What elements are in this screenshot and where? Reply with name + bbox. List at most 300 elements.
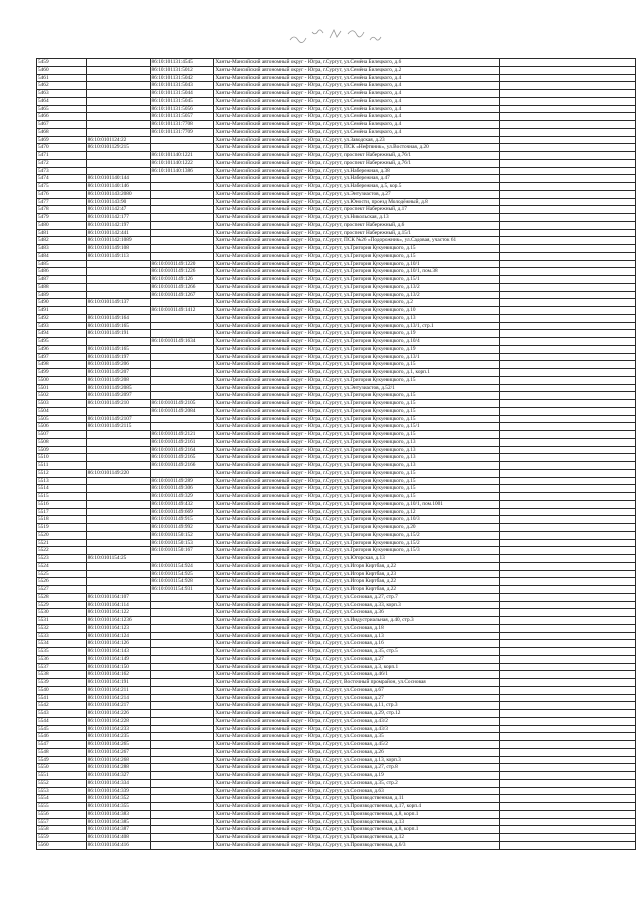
- row-number-cell: 5501: [37, 384, 87, 392]
- table-row: [37, 834, 636, 842]
- row-number-cell: 5491: [37, 307, 87, 315]
- blank-cell: [500, 524, 636, 532]
- cadastral-land-number-cell: 86:10:0101149:191: [86, 330, 150, 338]
- cadastral-land-number-cell: [86, 167, 150, 175]
- address-cell: Ханты-Мансийский автономный округ - Югра, г.Сургут, ул.Григория Кукуевицкого, д.1, корп.1: [214, 369, 500, 377]
- blank-cell: [500, 578, 636, 586]
- cadastral-building-number-cell: [150, 252, 214, 260]
- address-cell: Ханты-Мансийский автономный округ - Югра, г.Сургут, ул.Юности, проезд Молодёжный, д.8: [214, 198, 500, 206]
- row-number-cell: 5470: [37, 144, 87, 152]
- blank-cell: [500, 400, 636, 408]
- faint-stamp-mark: [286, 22, 386, 46]
- cadastral-land-number-cell: 86:10:0101143:90: [86, 198, 150, 206]
- row-number-cell: 5480: [37, 221, 87, 229]
- row-number-cell: 5548: [37, 748, 87, 756]
- blank-cell: [500, 710, 636, 718]
- row-number-cell: 5539: [37, 679, 87, 687]
- table-row: [37, 415, 636, 423]
- cadastral-building-number-cell: 86:10:101131:4545: [150, 59, 214, 67]
- row-number-cell: 5495: [37, 338, 87, 346]
- address-cell: Ханты-Мансийский автономный округ - Югра, г.Сургут, ул.Григория Кукуевицкого, д.13: [214, 462, 500, 470]
- table-row: [37, 407, 636, 415]
- blank-cell: [500, 493, 636, 501]
- address-cell: Ханты-Мансийский автономный округ - Югра, г.Сургут, ул.Григория Кукуевицкого, д.13: [214, 438, 500, 446]
- blank-cell: [500, 376, 636, 384]
- address-cell: Ханты-Мансийский автономный округ - Югра, г.Сургут, ул.Семёна Билецкого, д.4: [214, 82, 500, 90]
- blank-cell: [500, 640, 636, 648]
- cadastral-land-number-cell: 86:10:0101164:124: [86, 632, 150, 640]
- cadastral-land-number-cell: [86, 66, 150, 74]
- table-row: [37, 369, 636, 377]
- table-row: [37, 59, 636, 67]
- cadastral-land-number-cell: 86:10:0101149:206: [86, 361, 150, 369]
- address-cell: Ханты-Мансийский автономный округ - Югра, г.Сургут, ул.Сосновая, д.18: [214, 624, 500, 632]
- blank-cell: [500, 128, 636, 136]
- cadastral-land-number-cell: 86:10:0101142:441: [86, 229, 150, 237]
- blank-cell: [500, 500, 636, 508]
- row-number-cell: 5497: [37, 353, 87, 361]
- address-cell: Ханты-Мансийский автономный округ - Югра, г.Сургут, ул.Семёна Билецкого, д.4: [214, 74, 500, 82]
- row-number-cell: 5522: [37, 547, 87, 555]
- table-row: [37, 547, 636, 555]
- cadastral-land-number-cell: [86, 547, 150, 555]
- cadastral-land-number-cell: [86, 291, 150, 299]
- row-number-cell: 5494: [37, 330, 87, 338]
- address-cell: Ханты-Мансийский автономный округ - Югра, г.Сургут, ул.Семёна Билецкого, д.4: [214, 121, 500, 129]
- table-row: [37, 524, 636, 532]
- row-number-cell: 5524: [37, 562, 87, 570]
- table-row: [37, 237, 636, 245]
- cadastral-land-number-cell: 86:10:0101149:165: [86, 322, 150, 330]
- address-cell: Ханты-Мансийский автономный округ - Югра, г.Сургут, ул.Григория Кукуевицкого, д.15: [214, 485, 500, 493]
- row-number-cell: 5481: [37, 229, 87, 237]
- row-number-cell: 5508: [37, 438, 87, 446]
- cadastral-building-number-cell: 86:10:0101149:329: [150, 493, 214, 501]
- row-number-cell: 5542: [37, 702, 87, 710]
- table-row: [37, 570, 636, 578]
- address-cell: Ханты-Мансийский автономный округ - Югра, г.Сургут, ул.Григория Кукуевицкого, д.15: [214, 361, 500, 369]
- row-number-cell: 5499: [37, 369, 87, 377]
- row-number-cell: 5496: [37, 345, 87, 353]
- address-cell: Ханты-Мансийский автономный округ - Югра, г.Сургут, ул.Григория Кукуевицкого, д.15: [214, 245, 500, 253]
- table-row: [37, 663, 636, 671]
- row-number-cell: 5484: [37, 252, 87, 260]
- cadastral-building-number-cell: [150, 803, 214, 811]
- cadastral-building-number-cell: [150, 818, 214, 826]
- cadastral-land-number-cell: [86, 431, 150, 439]
- table-row: [37, 469, 636, 477]
- cadastral-land-number-cell: 86:10:0101149:207: [86, 369, 150, 377]
- row-number-cell: 5537: [37, 663, 87, 671]
- cadastral-land-number-cell: [86, 407, 150, 415]
- blank-cell: [500, 609, 636, 617]
- cadastral-land-number-cell: 86:10:0101164:265: [86, 741, 150, 749]
- cadastral-building-number-cell: 86:10:101131:5043: [150, 82, 214, 90]
- blank-cell: [500, 841, 636, 849]
- table-row: [37, 128, 636, 136]
- table-row: [37, 702, 636, 710]
- blank-cell: [500, 283, 636, 291]
- cadastral-land-number-cell: 86:10:0101129:215: [86, 144, 150, 152]
- blank-cell: [500, 795, 636, 803]
- address-cell: Ханты-Мансийский автономный округ - Югра, г.Сургут, ул.Производственная, д.13: [214, 818, 500, 826]
- blank-cell: [500, 531, 636, 539]
- table-row: [37, 175, 636, 183]
- cadastral-building-number-cell: 86:10:101140:1386: [150, 167, 214, 175]
- cadastral-land-number-cell: 86:10:0101164:228: [86, 717, 150, 725]
- cadastral-land-number-cell: [86, 82, 150, 90]
- cadastral-building-number-cell: [150, 741, 214, 749]
- cadastral-building-number-cell: [150, 834, 214, 842]
- blank-cell: [500, 632, 636, 640]
- cadastral-building-number-cell: [150, 198, 214, 206]
- table-row: [37, 245, 636, 253]
- blank-cell: [500, 144, 636, 152]
- address-cell: Ханты-Мансийский автономный округ - Югра, г.Сургут, ул.Григория Кукуевицкого, д.13/2: [214, 291, 500, 299]
- cadastral-building-number-cell: [150, 214, 214, 222]
- row-number-cell: 5538: [37, 671, 87, 679]
- blank-cell: [500, 361, 636, 369]
- table-row: [37, 144, 636, 152]
- blank-cell: [500, 547, 636, 555]
- address-cell: Ханты-Мансийский автономный округ - Югра, г.Сургут, ул.Григория Кукуевицкого, д.10/4: [214, 338, 500, 346]
- row-number-cell: 5487: [37, 276, 87, 284]
- blank-cell: [500, 834, 636, 842]
- table-row: [37, 748, 636, 756]
- row-number-cell: 5498: [37, 361, 87, 369]
- address-cell: Ханты-Мансийский автономный округ - Югра, г.Сургут, ул.Семёна Билецкого, д.6: [214, 59, 500, 67]
- row-number-cell: 5526: [37, 578, 87, 586]
- address-cell: Ханты-Мансийский автономный округ - Югра, г.Сургут, проспект Набережный, д.15/1: [214, 229, 500, 237]
- table-row: [37, 136, 636, 144]
- cadastral-building-number-cell: [150, 183, 214, 191]
- cadastral-building-number-cell: [150, 640, 214, 648]
- cadastral-land-number-cell: 86:10:0101149:164: [86, 314, 150, 322]
- blank-cell: [500, 214, 636, 222]
- cadastral-building-number-cell: 86:10:0101149:2165: [150, 454, 214, 462]
- cadastral-building-number-cell: [150, 617, 214, 625]
- table-row: [37, 121, 636, 129]
- address-cell: Ханты-Мансийский автономный округ - Югра, г.Сургут, ул.Сосновая, д.19: [214, 772, 500, 780]
- blank-cell: [500, 407, 636, 415]
- address-cell: Ханты-Мансийский автономный округ - Югра, г.Сургут, ул.Григория Кукуевицкого, д.15: [214, 493, 500, 501]
- row-number-cell: 5509: [37, 446, 87, 454]
- blank-cell: [500, 74, 636, 82]
- cadastral-building-number-cell: [150, 779, 214, 787]
- cadastral-land-number-cell: [86, 90, 150, 98]
- address-cell: Ханты-Мансийский автономный округ - Югра, г.Сургут, ул.Игоря Киртбая, д.22: [214, 586, 500, 594]
- address-cell: Ханты-Мансийский автономный округ - Югра, г.Сургут, ул.Григория Кукуевицкого, д.19: [214, 330, 500, 338]
- table-row: [37, 787, 636, 795]
- blank-cell: [500, 82, 636, 90]
- cadastral-building-number-cell: 86:10:101131:7709: [150, 128, 214, 136]
- cadastral-land-number-cell: 86:10:0101164:355: [86, 803, 150, 811]
- table-row: [37, 392, 636, 400]
- cadastral-building-number-cell: [150, 330, 214, 338]
- cadastral-building-number-cell: [150, 841, 214, 849]
- blank-cell: [500, 113, 636, 121]
- row-number-cell: 5545: [37, 725, 87, 733]
- blank-cell: [500, 90, 636, 98]
- cadastral-building-number-cell: 86:10:0101154:928: [150, 578, 214, 586]
- blank-cell: [500, 756, 636, 764]
- row-number-cell: 5469: [37, 136, 87, 144]
- cadastral-building-number-cell: [150, 376, 214, 384]
- cadastral-land-number-cell: 86:10:0101149:220: [86, 469, 150, 477]
- address-cell: Ханты-Мансийский автономный округ - Югра, г.Сургут, ул.Григория Кукуевицкого, д.15: [214, 407, 500, 415]
- cadastral-building-number-cell: [150, 322, 214, 330]
- blank-cell: [500, 136, 636, 144]
- row-number-cell: 5553: [37, 787, 87, 795]
- cadastral-land-number-cell: [86, 59, 150, 67]
- address-cell: Ханты-Мансийский автономный округ - Югра, г.Сургут, проспект Набережный, д.76/1: [214, 159, 500, 167]
- table-row: [37, 710, 636, 718]
- address-cell: Ханты-Мансийский автономный округ - Югра, г.Сургут, ул.Григория Кукуевицкого, д.12: [214, 508, 500, 516]
- row-number-cell: 5525: [37, 570, 87, 578]
- blank-cell: [500, 601, 636, 609]
- address-cell: Ханты-Мансийский автономный округ - Югра, г.Сургут, ул.Сосновая, д.27: [214, 694, 500, 702]
- table-row: [37, 531, 636, 539]
- table-row: [37, 493, 636, 501]
- row-number-cell: 5558: [37, 826, 87, 834]
- address-cell: Ханты-Мансийский автономный округ - Югра, г.Сургут, ул.Григория Кукуевицкого, д.20: [214, 524, 500, 532]
- cadastral-land-number-cell: [86, 578, 150, 586]
- table-row: [37, 190, 636, 198]
- cadastral-land-number-cell: 86:10:0101142:177: [86, 214, 150, 222]
- address-cell: Ханты-Мансийский автономный округ - Югра, г.Сургут, ул.Григория Кукуевицкого, д.13: [214, 454, 500, 462]
- address-cell: Ханты-Мансийский автономный округ - Югра, г.Сургут, ул.Сосновая, д.35, стр.5: [214, 648, 500, 656]
- table-row: [37, 462, 636, 470]
- table-row: [37, 826, 636, 834]
- blank-cell: [500, 725, 636, 733]
- cadastral-land-number-cell: [86, 283, 150, 291]
- row-number-cell: 5475: [37, 183, 87, 191]
- cadastral-land-number-cell: [86, 338, 150, 346]
- blank-cell: [500, 206, 636, 214]
- cadastral-land-number-cell: 86:10:0101164:288: [86, 764, 150, 772]
- table-row: [37, 446, 636, 454]
- cadastral-land-number-cell: 86:10:0101164:214: [86, 694, 150, 702]
- cadastral-land-number-cell: [86, 74, 150, 82]
- row-number-cell: 5507: [37, 431, 87, 439]
- address-cell: Ханты-Мансийский автономный округ - Югра, г.Сургут, ул.Григория Кукуевицкого, д.10: [214, 307, 500, 315]
- blank-cell: [500, 570, 636, 578]
- address-cell: Ханты-Мансийский автономный округ - Югра, г.Сургут, ул.Набережная, д.47: [214, 175, 500, 183]
- blank-cell: [500, 252, 636, 260]
- row-number-cell: 5531: [37, 617, 87, 625]
- row-number-cell: 5554: [37, 795, 87, 803]
- cadastral-building-number-cell: 86:10:0101149:126: [150, 276, 214, 284]
- cadastral-building-number-cell: [150, 423, 214, 431]
- cadastral-land-number-cell: [86, 121, 150, 129]
- cadastral-land-number-cell: [86, 508, 150, 516]
- table-row: [37, 291, 636, 299]
- blank-cell: [500, 291, 636, 299]
- table-row: [37, 338, 636, 346]
- address-cell: Ханты-Мансийский автономный округ - Югра, г.Сургут, ул.Григория Кукуевицкого, д.10/3: [214, 516, 500, 524]
- blank-cell: [500, 485, 636, 493]
- cadastral-land-number-cell: 86:10:0101164:114: [86, 601, 150, 609]
- table-row: [37, 624, 636, 632]
- cadastral-building-number-cell: 86:10:0101149:2161: [150, 438, 214, 446]
- row-number-cell: 5468: [37, 128, 87, 136]
- cadastral-building-number-cell: 86:10:0101150:167: [150, 547, 214, 555]
- row-number-cell: 5472: [37, 159, 87, 167]
- blank-cell: [500, 694, 636, 702]
- cadastral-land-number-cell: 86:10:0101143:2080: [86, 190, 150, 198]
- cadastral-building-number-cell: [150, 624, 214, 632]
- table-row: [37, 725, 636, 733]
- table-row: [37, 648, 636, 656]
- cadastral-land-number-cell: [86, 276, 150, 284]
- blank-cell: [500, 307, 636, 315]
- blank-cell: [500, 268, 636, 276]
- address-cell: Ханты-Мансийский автономный округ - Югра, г.Сургут, ул.Набережная, д.38: [214, 167, 500, 175]
- cadastral-building-number-cell: [150, 190, 214, 198]
- table-row: [37, 733, 636, 741]
- cadastral-building-number-cell: 86:10:101131:5045: [150, 97, 214, 105]
- row-number-cell: 5559: [37, 834, 87, 842]
- cadastral-building-number-cell: [150, 710, 214, 718]
- address-cell: Ханты-Мансийский автономный округ - Югра, г.Сургут, ул.Производственная, д.8, корп.1: [214, 810, 500, 818]
- cadastral-building-number-cell: [150, 237, 214, 245]
- row-number-cell: 5489: [37, 291, 87, 299]
- cadastral-land-number-cell: [86, 462, 150, 470]
- table-row: [37, 345, 636, 353]
- cadastral-land-number-cell: 86:10:0101164:150: [86, 663, 150, 671]
- table-row: [37, 229, 636, 237]
- blank-cell: [500, 369, 636, 377]
- table-row: [37, 384, 636, 392]
- cadastral-building-number-cell: [150, 733, 214, 741]
- cadastral-land-number-cell: [86, 113, 150, 121]
- blank-cell: [500, 167, 636, 175]
- blank-cell: [500, 748, 636, 756]
- row-number-cell: 5556: [37, 810, 87, 818]
- row-number-cell: 5505: [37, 415, 87, 423]
- address-cell: Ханты-Мансийский автономный округ - Югра, г.Сургут, ул.Производственная, д.6/3: [214, 841, 500, 849]
- cadastral-building-number-cell: 86:10:0101149:1267: [150, 291, 214, 299]
- address-cell: Ханты-Мансийский автономный округ - Югра, г.Сургут, ул.Григория Кукуевицкого, д.15/2: [214, 531, 500, 539]
- table-row: [37, 516, 636, 524]
- cadastral-building-number-cell: 86:10:0101149:306: [150, 485, 214, 493]
- row-number-cell: 5518: [37, 516, 87, 524]
- cadastral-building-number-cell: [150, 655, 214, 663]
- row-number-cell: 5490: [37, 299, 87, 307]
- row-number-cell: 5520: [37, 531, 87, 539]
- cadastral-land-number-cell: 86:10:0101164:226: [86, 710, 150, 718]
- cadastral-land-number-cell: [86, 438, 150, 446]
- cadastral-building-number-cell: 86:10:0101149:2166: [150, 462, 214, 470]
- cadastral-building-number-cell: [150, 469, 214, 477]
- cadastral-building-number-cell: 86:10:101131:7708: [150, 121, 214, 129]
- cadastral-land-number-cell: [86, 97, 150, 105]
- blank-cell: [500, 330, 636, 338]
- table-row: [37, 454, 636, 462]
- row-number-cell: 5557: [37, 818, 87, 826]
- address-cell: Ханты-Мансийский автономный округ - Югра, г.Сургут, проспект Набережный, д.17: [214, 206, 500, 214]
- cadastral-building-number-cell: [150, 144, 214, 152]
- cadastral-land-number-cell: 86:10:0101164:122: [86, 609, 150, 617]
- blank-cell: [500, 826, 636, 834]
- cadastral-land-number-cell: 86:10:0101164:126: [86, 640, 150, 648]
- cadastral-building-number-cell: [150, 717, 214, 725]
- cadastral-building-number-cell: [150, 725, 214, 733]
- table-row: [37, 431, 636, 439]
- address-cell: Ханты-Мансийский автономный округ - Югра, г.Сургут, ул.Григория Кукуевицкого, д.15: [214, 469, 500, 477]
- cadastral-building-number-cell: [150, 826, 214, 834]
- cadastral-land-number-cell: 86:10:0101164:352: [86, 795, 150, 803]
- table-row: [37, 717, 636, 725]
- row-number-cell: 5463: [37, 90, 87, 98]
- cadastral-land-number-cell: 86:10:0101124:22: [86, 136, 150, 144]
- blank-cell: [500, 384, 636, 392]
- address-cell: Ханты-Мансийский автономный округ - Югра, г.Сургут, ПСК «Нефтяник», ул.Восточная, д.20: [214, 144, 500, 152]
- row-number-cell: 5500: [37, 376, 87, 384]
- cadastral-land-number-cell: [86, 152, 150, 160]
- blank-cell: [500, 764, 636, 772]
- address-cell: Ханты-Мансийский автономный округ - Югра, г.Сургут, ул.Сосновая, д.63: [214, 787, 500, 795]
- blank-cell: [500, 671, 636, 679]
- cadastral-land-number-cell: 86:10:0101142:197: [86, 221, 150, 229]
- cadastral-land-number-cell: 86:10:0101140:144: [86, 175, 150, 183]
- row-number-cell: 5560: [37, 841, 87, 849]
- table-row: [37, 508, 636, 516]
- cadastral-land-number-cell: 86:10:0101164:327: [86, 772, 150, 780]
- row-number-cell: 5552: [37, 779, 87, 787]
- table-row: [37, 593, 636, 601]
- cadastral-land-number-cell: [86, 159, 150, 167]
- address-cell: Ханты-Мансийский автономный округ - Югра, г.Сургут, ул.Сосновая, д.45/2: [214, 741, 500, 749]
- blank-cell: [500, 516, 636, 524]
- cadastral-land-number-cell: [86, 524, 150, 532]
- address-cell: Ханты-Мансийский автономный округ - Югра, г.Сургут, ул.Григория Кукуевицкого, д.15: [214, 431, 500, 439]
- blank-cell: [500, 733, 636, 741]
- blank-cell: [500, 345, 636, 353]
- table-row: [37, 252, 636, 260]
- row-number-cell: 5544: [37, 717, 87, 725]
- cadastral-building-number-cell: 86:10:0101149:2164: [150, 446, 214, 454]
- row-number-cell: 5465: [37, 105, 87, 113]
- cadastral-building-number-cell: [150, 593, 214, 601]
- address-cell: Ханты-Мансийский автономный округ - Югра, г.Сургут, проспект Набережный, д.76/1: [214, 152, 500, 160]
- cadastral-land-number-cell: 86:10:0101164:191: [86, 679, 150, 687]
- table-row: [37, 655, 636, 663]
- row-number-cell: 5485: [37, 260, 87, 268]
- cadastral-land-number-cell: [86, 307, 150, 315]
- table-row: [37, 500, 636, 508]
- blank-cell: [500, 190, 636, 198]
- cadastral-land-number-cell: 86:10:0101164:416: [86, 841, 150, 849]
- table-row: [37, 400, 636, 408]
- address-cell: Ханты-Мансийский автономный округ - Югра, г.Сургут, ул.Югорская, д.13: [214, 555, 500, 563]
- address-cell: Ханты-Мансийский автономный округ - Югра, г.Сургут, ул.Производственная, д.8, корп.1: [214, 826, 500, 834]
- table-row: [37, 841, 636, 849]
- cadastral-land-number-cell: [86, 516, 150, 524]
- cadastral-building-number-cell: 86:10:0101149:992: [150, 524, 214, 532]
- table-row: [37, 795, 636, 803]
- table-row: [37, 562, 636, 570]
- row-number-cell: 5502: [37, 392, 87, 400]
- blank-cell: [500, 702, 636, 710]
- address-cell: Ханты-Мансийский автономный округ - Югра, г.Сургут, ул.Производственная, д.11: [214, 795, 500, 803]
- cadastral-building-number-cell: 86:10:101131:5042: [150, 74, 214, 82]
- cadastral-land-number-cell: 86:10:0101164:387: [86, 826, 150, 834]
- blank-cell: [500, 353, 636, 361]
- table-row: [37, 361, 636, 369]
- address-cell: Ханты-Мансийский автономный округ - Югра, г.Сургут, ул.Григория Кукуевицкого, д.15: [214, 252, 500, 260]
- address-cell: Ханты-Мансийский автономный округ - Югра, г.Сургут, ул.Григория Кукуевицкого, д.15: [214, 392, 500, 400]
